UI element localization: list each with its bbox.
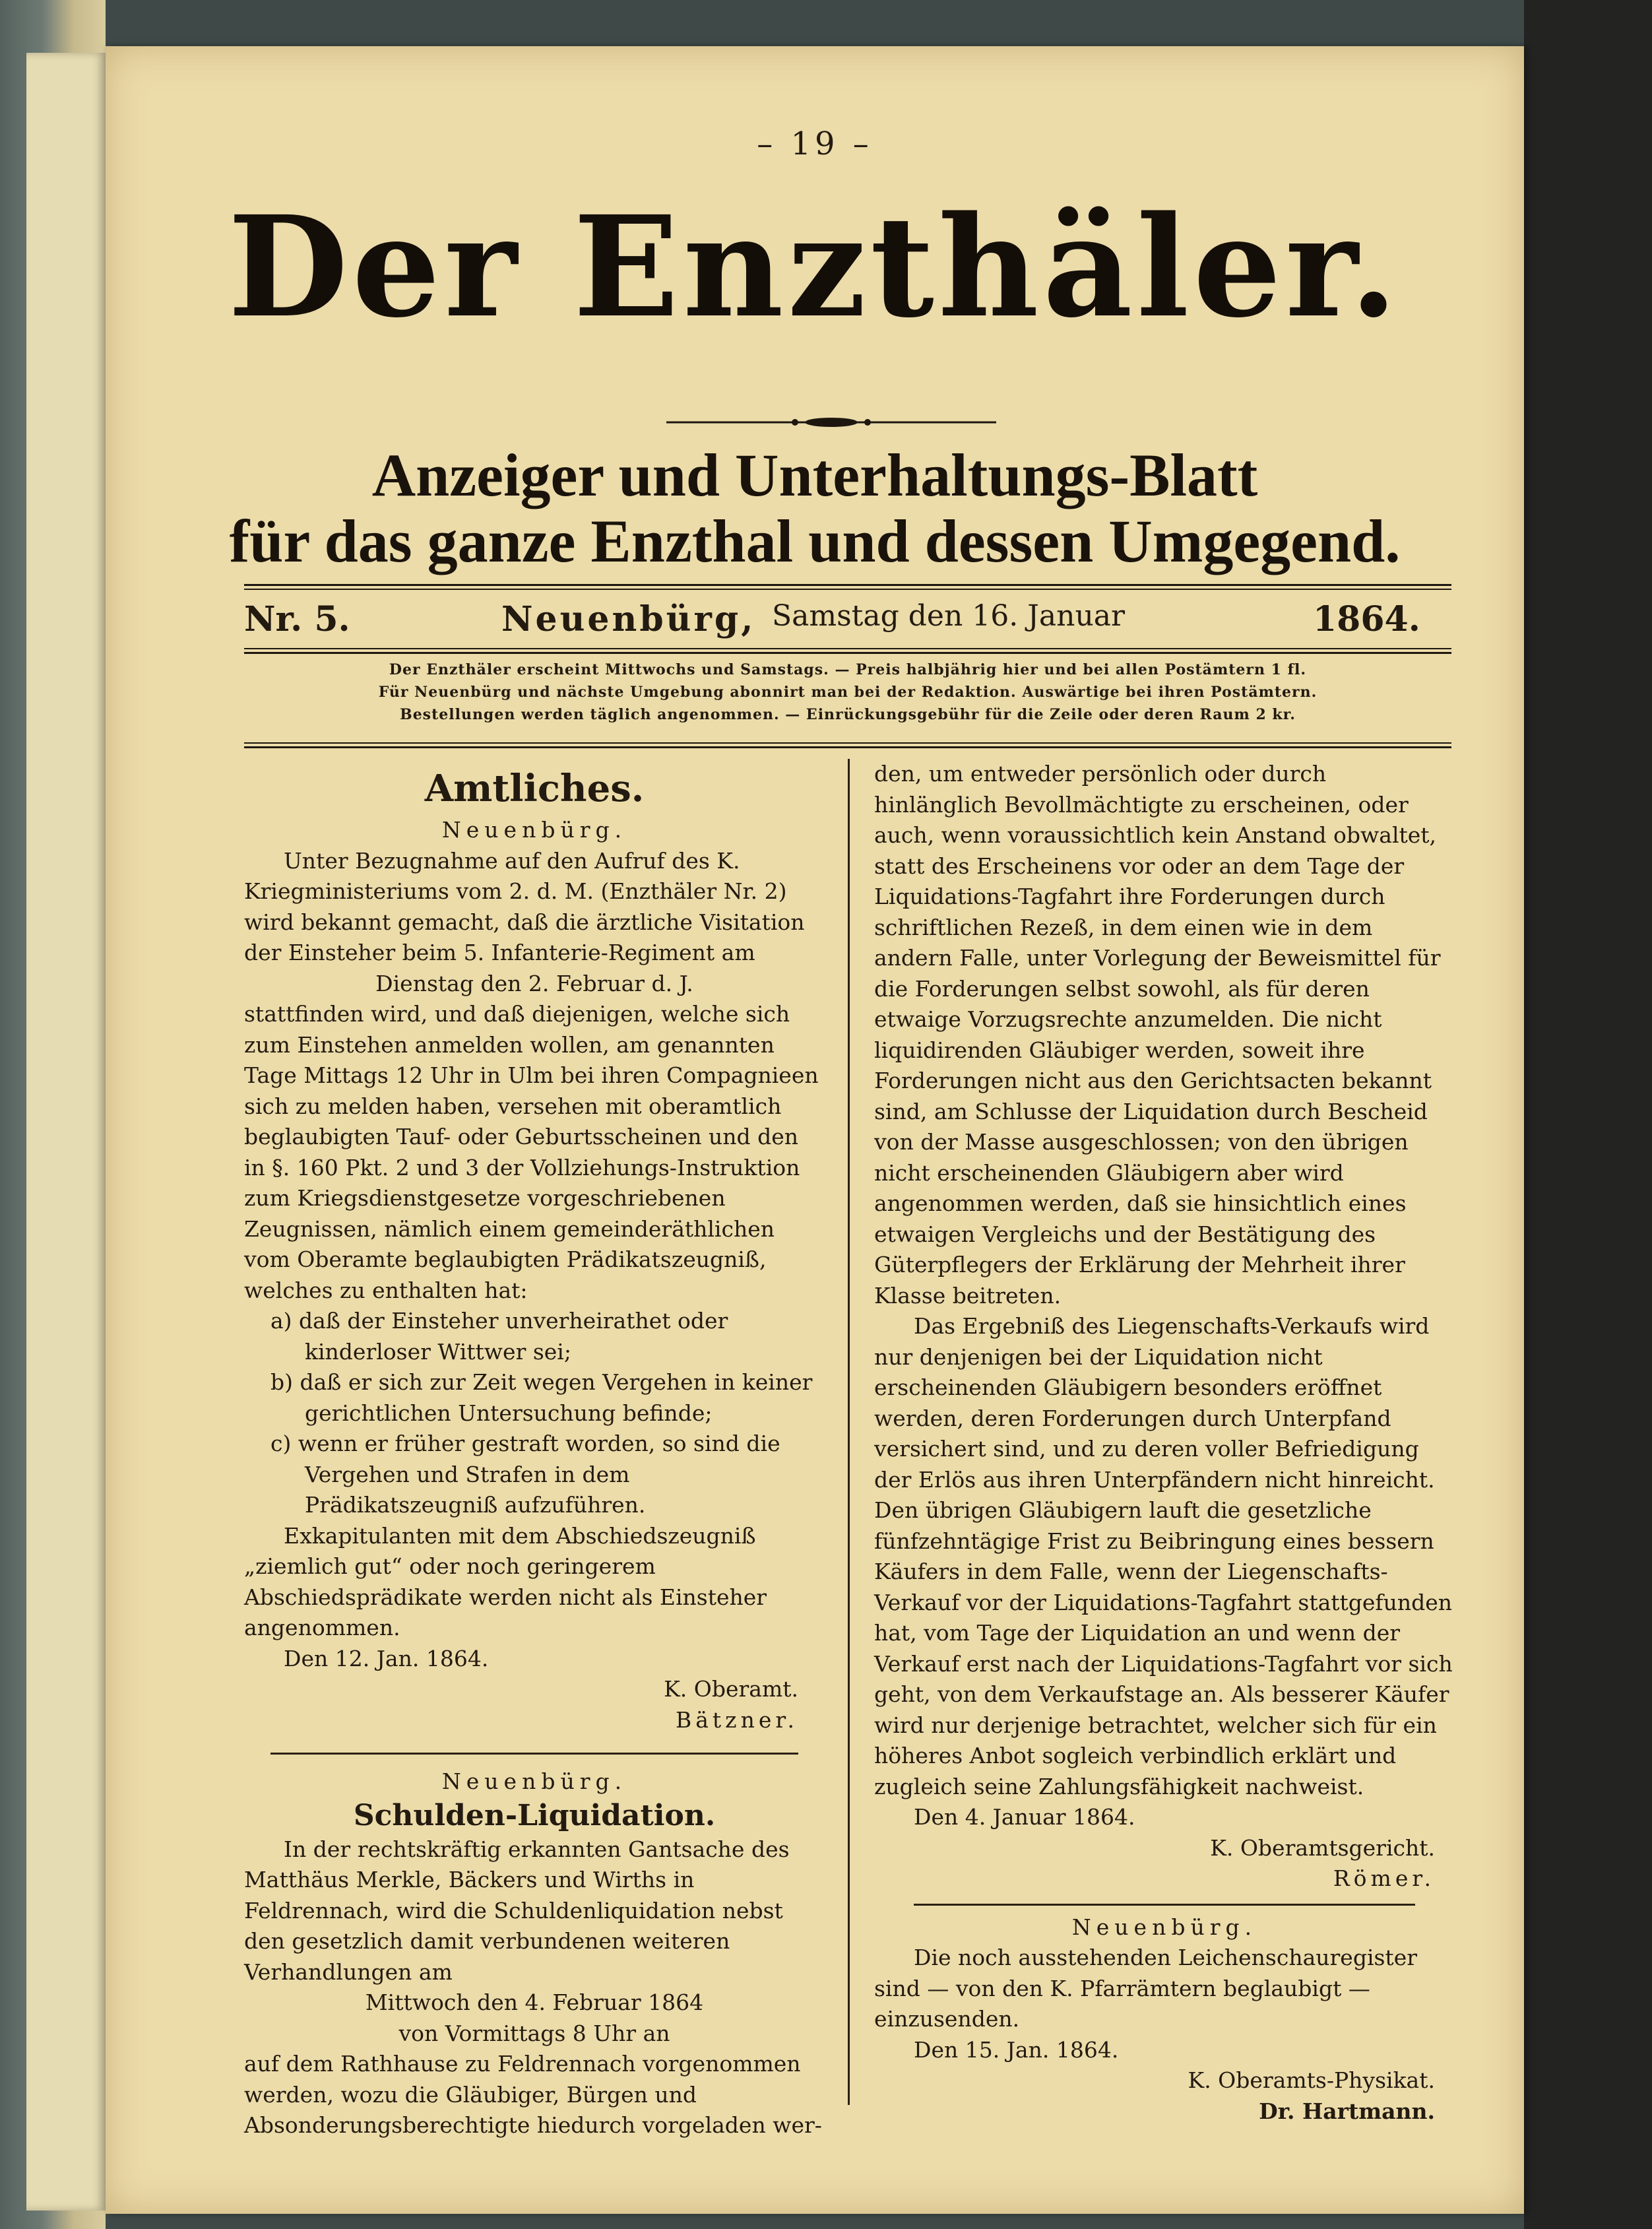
notice-paragraph: Die noch ausstehenden Leichenschauregister sind — von den K. Pfarrämtern beglaubigt — einzusenden. — [874, 1945, 1417, 2032]
dark-background — [1524, 0, 1652, 2229]
notice-line-2: Für Neuenbürg und nächste Umgebung abonnirt man bei der Redaktion. Auswärtige bei ihren Postämtern. — [378, 684, 1318, 701]
notice-paragraph: stattfinden wird, und daß diejenigen, welche sich zum Einstehen anmelden wollen, am genannten Tage Mittags 12 Uhr in Ulm bei ihren Compagnieen sich zu melden haben, versehen mit oberamtlich beglaubigten Tauf- oder Geburtsscheinen und den in §. 160 Pkt. 2 und 3 der Vollziehungs-Instruktion zum Kriegsdienstgesetze vorgeschriebenen Zeugnissen, nämlich einem gemeinderäthlichen vom Oberamte beglaubigten Prädikatszeugniß, welches zu enthalten hat: — [244, 1001, 819, 1303]
right-column — [874, 759, 1455, 2127]
signature-office: K. Oberamts-Physikat. — [1188, 2067, 1435, 2093]
header-rule-top — [244, 584, 1451, 586]
notice-date: Dienstag den 2. Februar d. J. — [375, 970, 693, 996]
issue-year: 1864. — [1313, 599, 1420, 639]
issue-dateline — [244, 599, 1451, 645]
issue-number: Nr. 5. — [244, 599, 350, 639]
list-item: b) daß er sich zur Zeit wegen Vergehen in keiner gerichtlichen Untersuchung befinde; — [270, 1369, 813, 1426]
issue-date: Samstag den 16. Januar — [772, 599, 1126, 633]
notice-place: Neuenbürg. — [1071, 1914, 1257, 1940]
notice-paragraph: Exkapitulanten mit dem Abschiedszeugniß „ziemlich gut“ oder noch geringerem Abschiedsprädikate werden nicht als Einsteher angenommen. — [244, 1522, 767, 1640]
notice-separator — [270, 1753, 798, 1755]
notice-paragraph: auf dem Rathhause zu Feldrennach vorgenommen werden, wozu die Gläubiger, Bürgen und Absonderungsberechtigte hiedurch vorgeladen wer- — [244, 2051, 822, 2138]
list-item: a) daß der Einsteher unverheirathet oder kinderloser Wittwer sei; — [270, 1308, 728, 1365]
page-number: – 19 – — [757, 125, 873, 162]
notice-time: von Vormittags 8 Uhr an — [398, 2020, 670, 2046]
list-item: c) wenn er früher gestraft worden, so sind die Vergehen und Strafen in dem Prädikatszeugniß aufzuführen. — [270, 1431, 780, 1518]
section-heading-amtliches: Amtliches. — [424, 767, 645, 810]
notice-place: Neuenbürg. — [441, 817, 627, 843]
notice-date: Mittwoch den 4. Februar 1864 — [365, 1989, 704, 2015]
signature-office: K. Oberamt. — [664, 1676, 798, 1702]
notice-dated: Den 4. Januar 1864. — [914, 1804, 1135, 1830]
notice-paragraph: Unter Bezugnahme auf den Aufruf des K. Kriegministeriums vom 2. d. M. (Enzthäler Nr. 2) wird bekannt gemacht, daß die ärztliche Visitation der Einsteher beim 5. Infanterie-Regiment am — [244, 847, 805, 965]
header-rule-mid — [244, 648, 1451, 649]
left-page-edge — [26, 53, 106, 2211]
notice-paragraph: In der rechtskräftig erkannten Gantsache des Matthäus Merkle, Bäckers und Wirths in Feldrennach, wird die Schuldenliquidation nebst den gesetzlich damit verbundenen weiteren Verhandlungen am — [244, 1836, 790, 1985]
subtitle-line-1: Anzeiger und Unterhaltungs-Blatt — [371, 441, 1258, 509]
signature-office: K. Oberamtsgericht. — [1210, 1834, 1435, 1861]
masthead-title: Der Enzthäler. — [228, 185, 1402, 348]
signature-name: Römer. — [1333, 1865, 1435, 1891]
notice-place: Neuenbürg. — [441, 1768, 627, 1794]
signature-name: Bätzner. — [676, 1706, 798, 1733]
notice-dated: Den 15. Jan. 1864. — [914, 2036, 1119, 2063]
notice-dated: Den 12. Jan. 1864. — [284, 1645, 489, 1671]
notice-line-1: Der Enzthäler erscheint Mittwochs und Samstags. — Preis halbjährig hier und bei allen Postämtern 1 fl. — [389, 661, 1307, 678]
newspaper-page — [106, 46, 1524, 2214]
notice-paragraph: Das Ergebniß des Liegenschafts-Verkaufs wird nur denjenigen bei der Liquidation nicht erscheinenden Gläubigern besonders eröffnet werden, deren Forderungen durch Unterpfand versichert sind, und zu deren voller Befriedigung der Erlös aus ihren Unterpfändern nicht hinreicht. Den übrigen Gläubigern lauft die gesetzliche fünfzehntägige Frist zu Beibringung eines bessern Käufers in dem Falle, wenn der Liegenschafts-Verkauf vor der Liquidations-Tagfahrt stattgefunden hat, vom Tage der Liquidation an und wenn der Verkauf erst nach der Liquidations-Tagfahrt vor sich geht, von dem Verkaufstage an. Als besserer Käufer wird nur derjenige betrachtet, welcher sich für ein höheres Anbot sogleich verbindlich erklärt und zugleich seine Zahlungsfähigkeit nachweist. — [874, 1313, 1453, 1799]
header-rule-bottom-thick — [244, 746, 1451, 748]
header-rule-bottom — [244, 742, 1451, 744]
header-rule-mid-thick — [244, 652, 1451, 654]
column-divider — [848, 759, 850, 2105]
notice-separator — [914, 1904, 1415, 1906]
issue-place: Neuenbürg, — [501, 599, 756, 639]
signature-name: Dr. Hartmann. — [1259, 2098, 1435, 2124]
header-rule-top-thin — [244, 589, 1451, 590]
left-column — [244, 762, 825, 2141]
notice-paragraph: den, um entweder persönlich oder durch hinlänglich Bevollmächtigte zu erscheinen, oder auch, wenn voraussichtlich kein Anstand obwaltet, statt des Erscheinens vor oder an dem Tage der Liquidations-Tagfahrt ihre Forderungen durch schriftlichen Rezeß, in dem einen wie in dem andern Falle, unter Vorlegung der Beweismittel für die Forderungen selbst sowohl, als für deren etwaige Vorzugsrechte anzumelden. Die nicht liquidirenden Gläubiger werden, soweit ihre Forderungen nicht aus den Gerichtsacten bekannt sind, am Schlusse der Liquidation durch Bescheid von der Masse ausgeschlossen; von den übrigen nicht erscheinenden Gläubigern aber wird angenommen werden, daß sie hinsichtlich eines etwaigen Vergleichs und der Bestätigung des Güterpflegers der Erklärung der Mehrheit ihrer Klasse beitreten. — [874, 761, 1441, 1308]
notice-heading: Schulden-Liquidation. — [353, 1798, 716, 1832]
subscription-notice — [244, 659, 1451, 726]
subtitle-line-2: für das ganze Enzthal und dessen Umgegend. — [229, 507, 1401, 575]
notice-line-3: Bestellungen werden täglich angenommen. — Einrückungsgebühr für die Zeile oder deren Raum 2 kr. — [400, 706, 1296, 724]
ornament-rule-icon — [666, 416, 996, 429]
